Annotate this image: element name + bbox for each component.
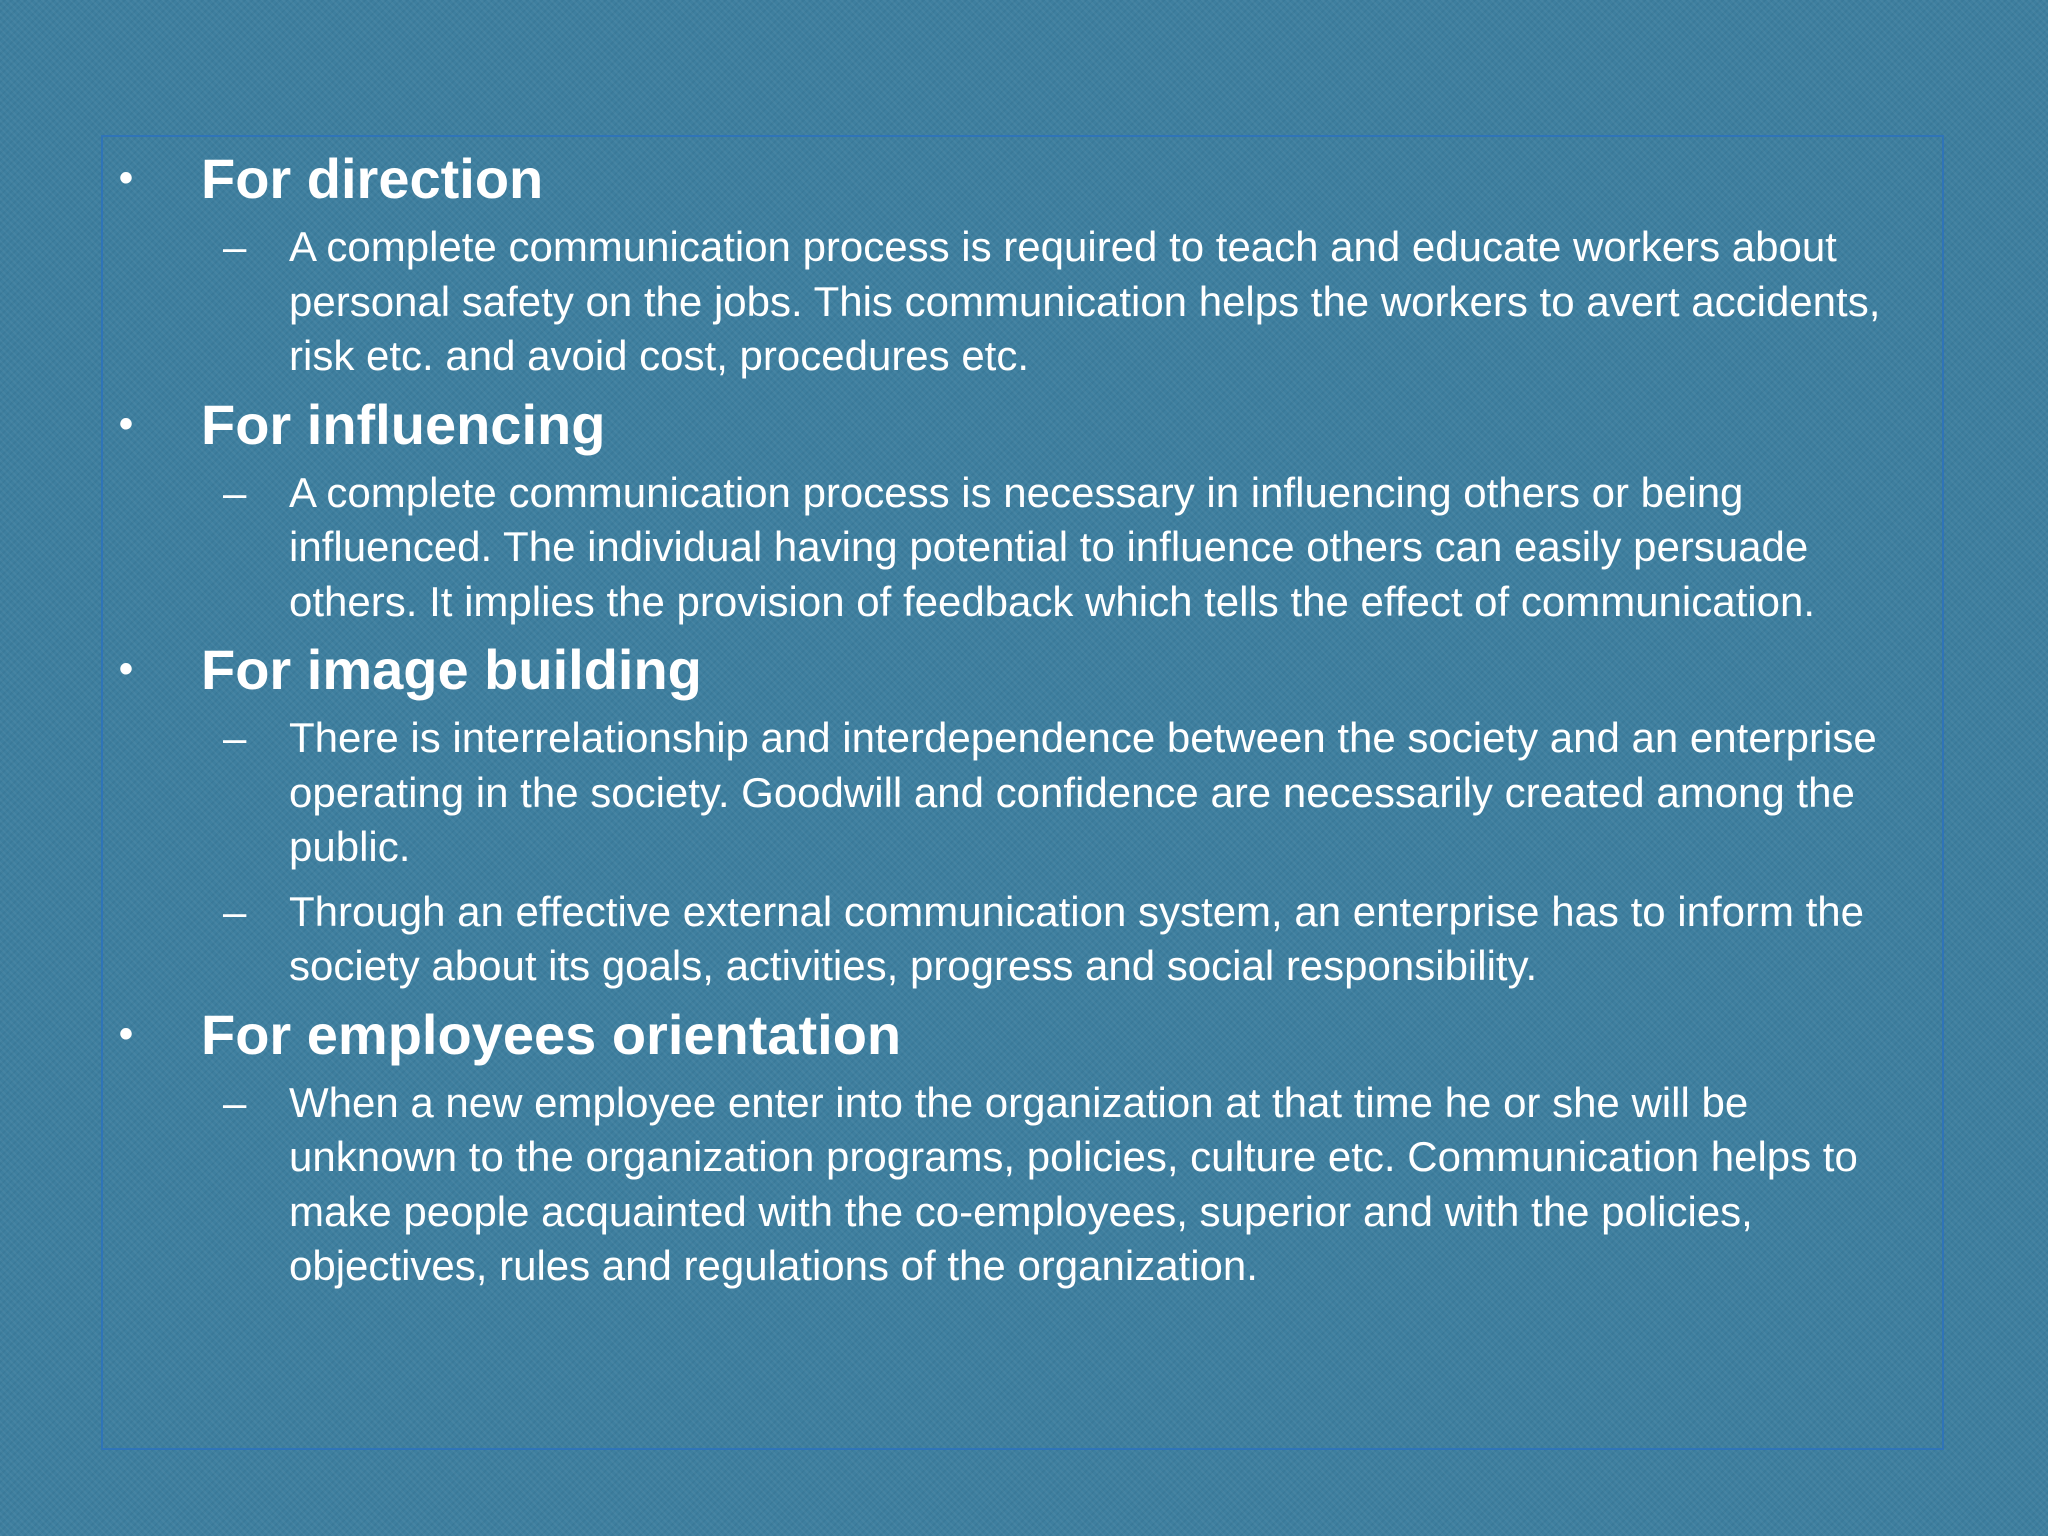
bullet-heading-row	[101, 148, 1944, 220]
dash-icon: –	[223, 223, 247, 270]
bullet-item	[101, 639, 1944, 994]
bullet-item	[101, 1004, 1944, 1294]
bullet-heading: For image building	[201, 638, 702, 701]
bullet-item	[101, 148, 1944, 384]
bullet-dot-icon: •	[119, 1011, 134, 1056]
dash-icon: –	[223, 1078, 247, 1126]
sub-item	[101, 711, 1944, 875]
bullet-dot-icon: •	[119, 401, 134, 446]
sub-list	[101, 466, 1944, 630]
sub-list	[101, 711, 1944, 994]
bullet-heading: For direction	[201, 147, 544, 210]
sub-item	[101, 885, 1944, 994]
bullet-heading-row	[101, 394, 1944, 466]
bullet-list	[101, 148, 1944, 1304]
bullet-dot-icon: •	[119, 647, 134, 691]
dash-icon: –	[223, 468, 247, 516]
sub-list	[101, 220, 1944, 384]
bullet-heading: For influencing	[201, 392, 606, 456]
bullet-dot-icon: •	[119, 156, 134, 200]
dash-icon: –	[223, 887, 247, 935]
sub-item	[101, 220, 1944, 384]
sub-item	[101, 466, 1944, 630]
sub-list	[101, 1076, 1944, 1294]
bullet-heading-row	[101, 639, 1944, 711]
sub-item-text: A complete communication process is required to teach and educate workers about personal safety on the jobs. This communication helps the workers to avert accidents, risk etc. and avoid cost, procedures etc.	[289, 223, 1881, 379]
sub-item-text: Through an effective external communication system, an enterprise has to inform the society about its goals, activities, progress and social responsibility.	[289, 887, 1865, 989]
sub-item-text: There is interrelationship and interdependence between the society and an enterprise operating in the society. Goodwill and confidence are necessarily created among the public.	[289, 714, 1877, 870]
sub-item-text: When a new employee enter into the organization at that time he or she will be unknown to the organization programs, policies, culture etc. Communication helps to make people acquainted with the co-employees, superior and with the policies, objectives, rules and regulations of the organization.	[289, 1078, 1858, 1289]
bullet-heading: For employees orientation	[201, 1002, 902, 1066]
bullet-heading-row	[101, 1004, 1944, 1076]
bullet-item	[101, 394, 1944, 630]
sub-item	[101, 1076, 1944, 1294]
dash-icon: –	[223, 714, 247, 761]
sub-item-text: A complete communication process is necessary in influencing others or being influenced. The individual having potential to influence others can easily persuade others. It implies the provision of feedback which tells the effect of communication.	[289, 468, 1815, 625]
